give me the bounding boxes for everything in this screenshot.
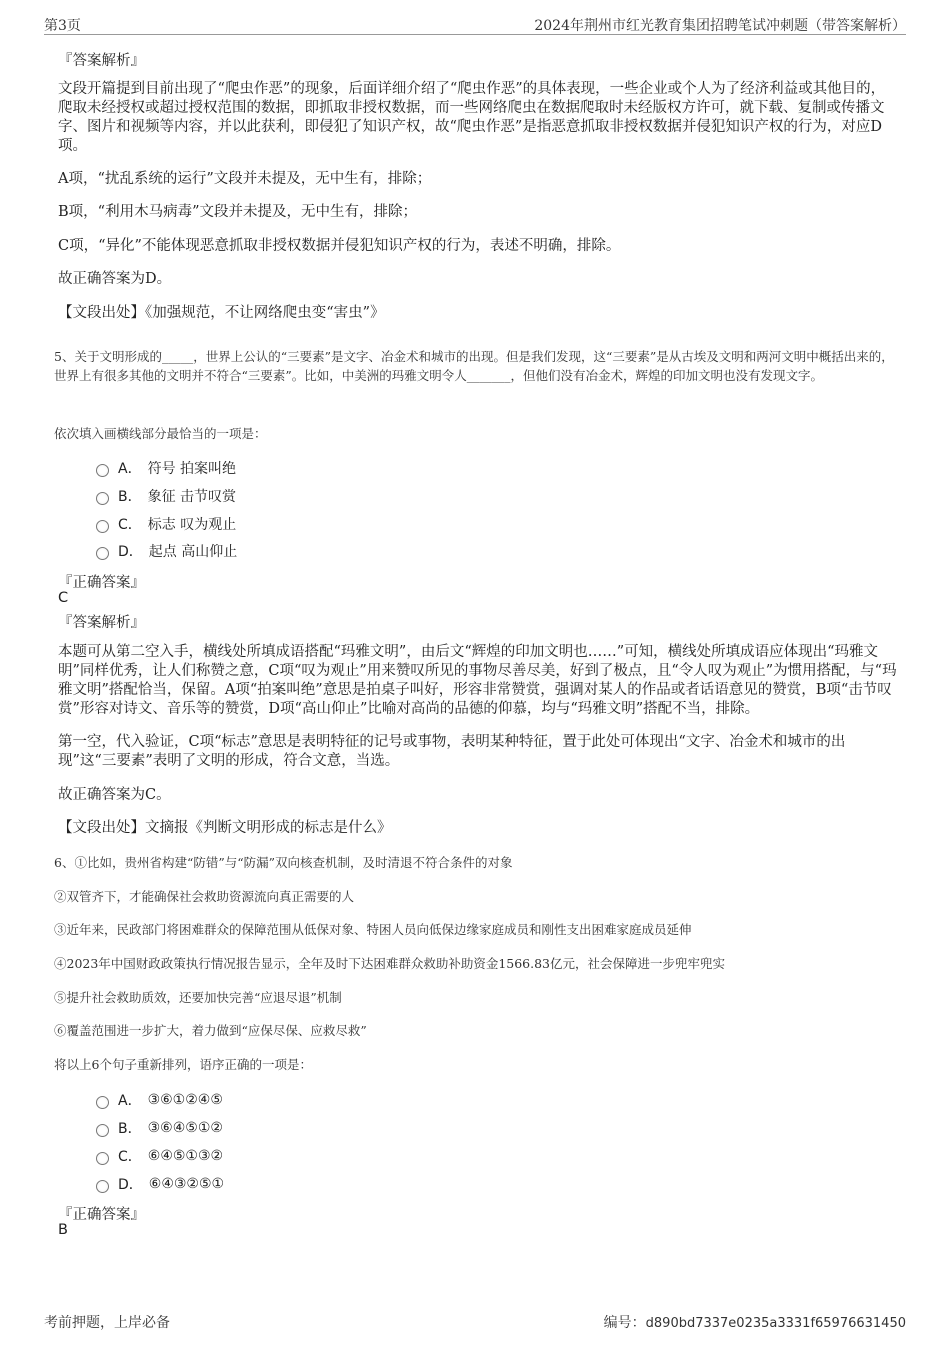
page-number: 第3页: [44, 18, 81, 34]
analysis-paragraph: 文段开篇提到目前出现了“爬虫作恶”的现象，后面详细介绍了“爬虫作恶”的具体表现，一些企业或个人为了经济利益或其他目的，爬取未经授权或超过授权范围的数据，即抓取非授权数据，而一些网络爬虫在数据爬取时未经版权方许可，就下载、复制或传播文字、图片和视频等内容，并以此获利，即侵犯了知识产权，故“爬虫作恶”是指恶意抓取非授权数据并侵犯知识产权的行为，对应D项。: [58, 81, 886, 154]
q5-option-a[interactable]: [96, 458, 236, 478]
analysis-label: 『答案解析』: [58, 615, 145, 631]
question-5-text: 5、关于文明形成的_____，世界上公认的“三要素”是文字、冶金术和城市的出现。但是我们发现，这“三要素”是从古埃及文明和两河文明中概括出来的，世界上有很多其他的文明并不符合“三要素”。比如，中美洲的玛雅文明令人_______，但他们没有冶金术，辉煌的印加文明也没有发现文字。: [54, 349, 894, 383]
source-citation: 【文段出处】《加强规范，不让网络爬虫变“害虫”》: [58, 305, 385, 321]
question-6-sentence-1: 6、①比如，贵州省构建“防错”与“防漏”双向核查机制，及时清退不符合条件的对象: [54, 855, 513, 870]
footer-slogan: 考前押题，上岸必备: [44, 1315, 170, 1331]
question-6-sentence-6: ⑥覆盖范围进一步扩大，着力做到“应保尽保、应救尽救”: [54, 1023, 367, 1038]
analysis-option-a: A项，“扰乱系统的运行”文段并未提及，无中生有，排除；: [58, 171, 432, 187]
analysis-paragraph: 本题可从第二空入手，横线处所填成语搭配“玛雅文明”，由后文“辉煌的印加文明也……”可知，横线处所填成语应体现出“玛雅文明”同样优秀，让人们称赞之意，C项“叹为观止”用来赞叹所见的事物尽善尽美，好到了极点，且“令人叹为观止”为惯用搭配，与“玛雅文明”搭配恰当，保留。A项“拍案叫绝”意思是拍桌子叫好，形容非常赞赏，强调对某人的作品或者话语意见的赞赏，B项“击节叹赏”形容对诗文、音乐等的赞赏，D项“高山仰止”比喻对高尚的品德的仰慕，均与“玛雅文明”搭配不当，排除。: [58, 644, 897, 717]
radio-button-icon[interactable]: [96, 1124, 109, 1137]
option-text: ③⑥①②④⑤: [147, 1092, 223, 1108]
q5-option-c[interactable]: [96, 514, 236, 534]
analysis-conclusion: 故正确答案为D。: [58, 271, 172, 287]
option-text: 标志 叹为观止: [147, 517, 237, 533]
option-letter: B．: [118, 1121, 142, 1137]
source-citation: 【文段出处】文摘报《判断文明形成的标志是什么》: [58, 820, 392, 836]
page-header: [44, 14, 906, 35]
analysis-label: 『答案解析』: [58, 53, 145, 69]
option-text: 象征 击节叹赏: [147, 489, 237, 505]
q6-option-d[interactable]: [96, 1174, 224, 1194]
question-6-sentence-5: ⑤提升社会救助质效，还要加快完善“应退尽退”机制: [54, 990, 342, 1005]
option-text: ⑥④③②⑤①: [148, 1176, 225, 1192]
correct-answer-label: 『正确答案』: [58, 575, 145, 591]
radio-button-icon[interactable]: [96, 1180, 109, 1193]
analysis-option-c: C项，“异化”不能体现恶意抓取非授权数据并侵犯知识产权的行为，表述不明确，排除。: [58, 238, 621, 254]
page-footer: [44, 1312, 906, 1332]
option-letter: C．: [118, 1149, 142, 1165]
radio-button-icon[interactable]: [96, 1152, 109, 1165]
option-letter: B．: [118, 489, 142, 505]
q6-option-a[interactable]: [96, 1090, 223, 1110]
option-letter: A．: [118, 1093, 142, 1109]
document-code: [604, 1312, 906, 1332]
radio-button-icon[interactable]: [96, 520, 109, 533]
radio-button-icon[interactable]: [96, 464, 109, 477]
correct-answer-label: 『正确答案』: [58, 1207, 145, 1223]
radio-button-icon[interactable]: [96, 1096, 109, 1109]
analysis-paragraph-2: 第一空，代入验证，C项“标志”意思是表明特征的记号或事物，表明某种特征，置于此处可体现出“文字、冶金术和城市的出现”这“三要素”表明了文明的形成，符合文意，当选。: [58, 734, 846, 769]
question-6-sentence-2: ②双管齐下，才能确保社会救助资源流向真正需要的人: [54, 889, 355, 904]
document-title: 2024年荆州市红光教育集团招聘笔试冲刺题（带答案解析）: [534, 18, 906, 34]
question-6-prompt: 将以上6个句子重新排列，语序正确的一项是：: [54, 1057, 312, 1072]
document-code-label: 编号：: [603, 1315, 646, 1331]
question-5-prompt: 依次填入画横线部分最恰当的一项是：: [54, 426, 267, 441]
correct-answer-value: B: [58, 1222, 68, 1238]
analysis-conclusion: 故正确答案为C。: [58, 787, 171, 803]
q5-option-b[interactable]: [96, 486, 236, 506]
option-letter: D．: [118, 544, 143, 560]
option-text: 符号 拍案叫绝: [147, 461, 237, 477]
option-letter: C．: [118, 517, 142, 533]
option-letter: A．: [118, 461, 142, 477]
option-text: ⑥④⑤①③②: [147, 1148, 224, 1164]
question-6-sentence-4: ④2023年中国财政政策执行情况报告显示，全年及时下达困难群众救助补助资金1566.83亿元，社会保障进一步兜牢兜实: [54, 956, 726, 971]
q6-option-c[interactable]: [96, 1146, 223, 1166]
option-text: 起点 高山仰止: [148, 544, 238, 560]
document-code-value: d890bd7337e0235a3331f65976631450: [645, 1316, 906, 1331]
analysis-option-b: B项，“利用木马病毒”文段并未提及，无中生有，排除；: [58, 204, 417, 220]
radio-button-icon[interactable]: [96, 547, 109, 560]
q6-option-b[interactable]: [96, 1118, 223, 1138]
q5-option-d[interactable]: [96, 541, 237, 561]
radio-button-icon[interactable]: [96, 492, 109, 505]
option-letter: D．: [118, 1177, 143, 1193]
correct-answer-value: C: [58, 590, 69, 606]
question-6-sentence-3: ③近年来，民政部门将困难群众的保障范围从低保对象、特困人员向低保边缘家庭成员和刚性支出困难家庭成员延伸: [54, 922, 692, 937]
option-text: ③⑥④⑤①②: [147, 1120, 223, 1136]
